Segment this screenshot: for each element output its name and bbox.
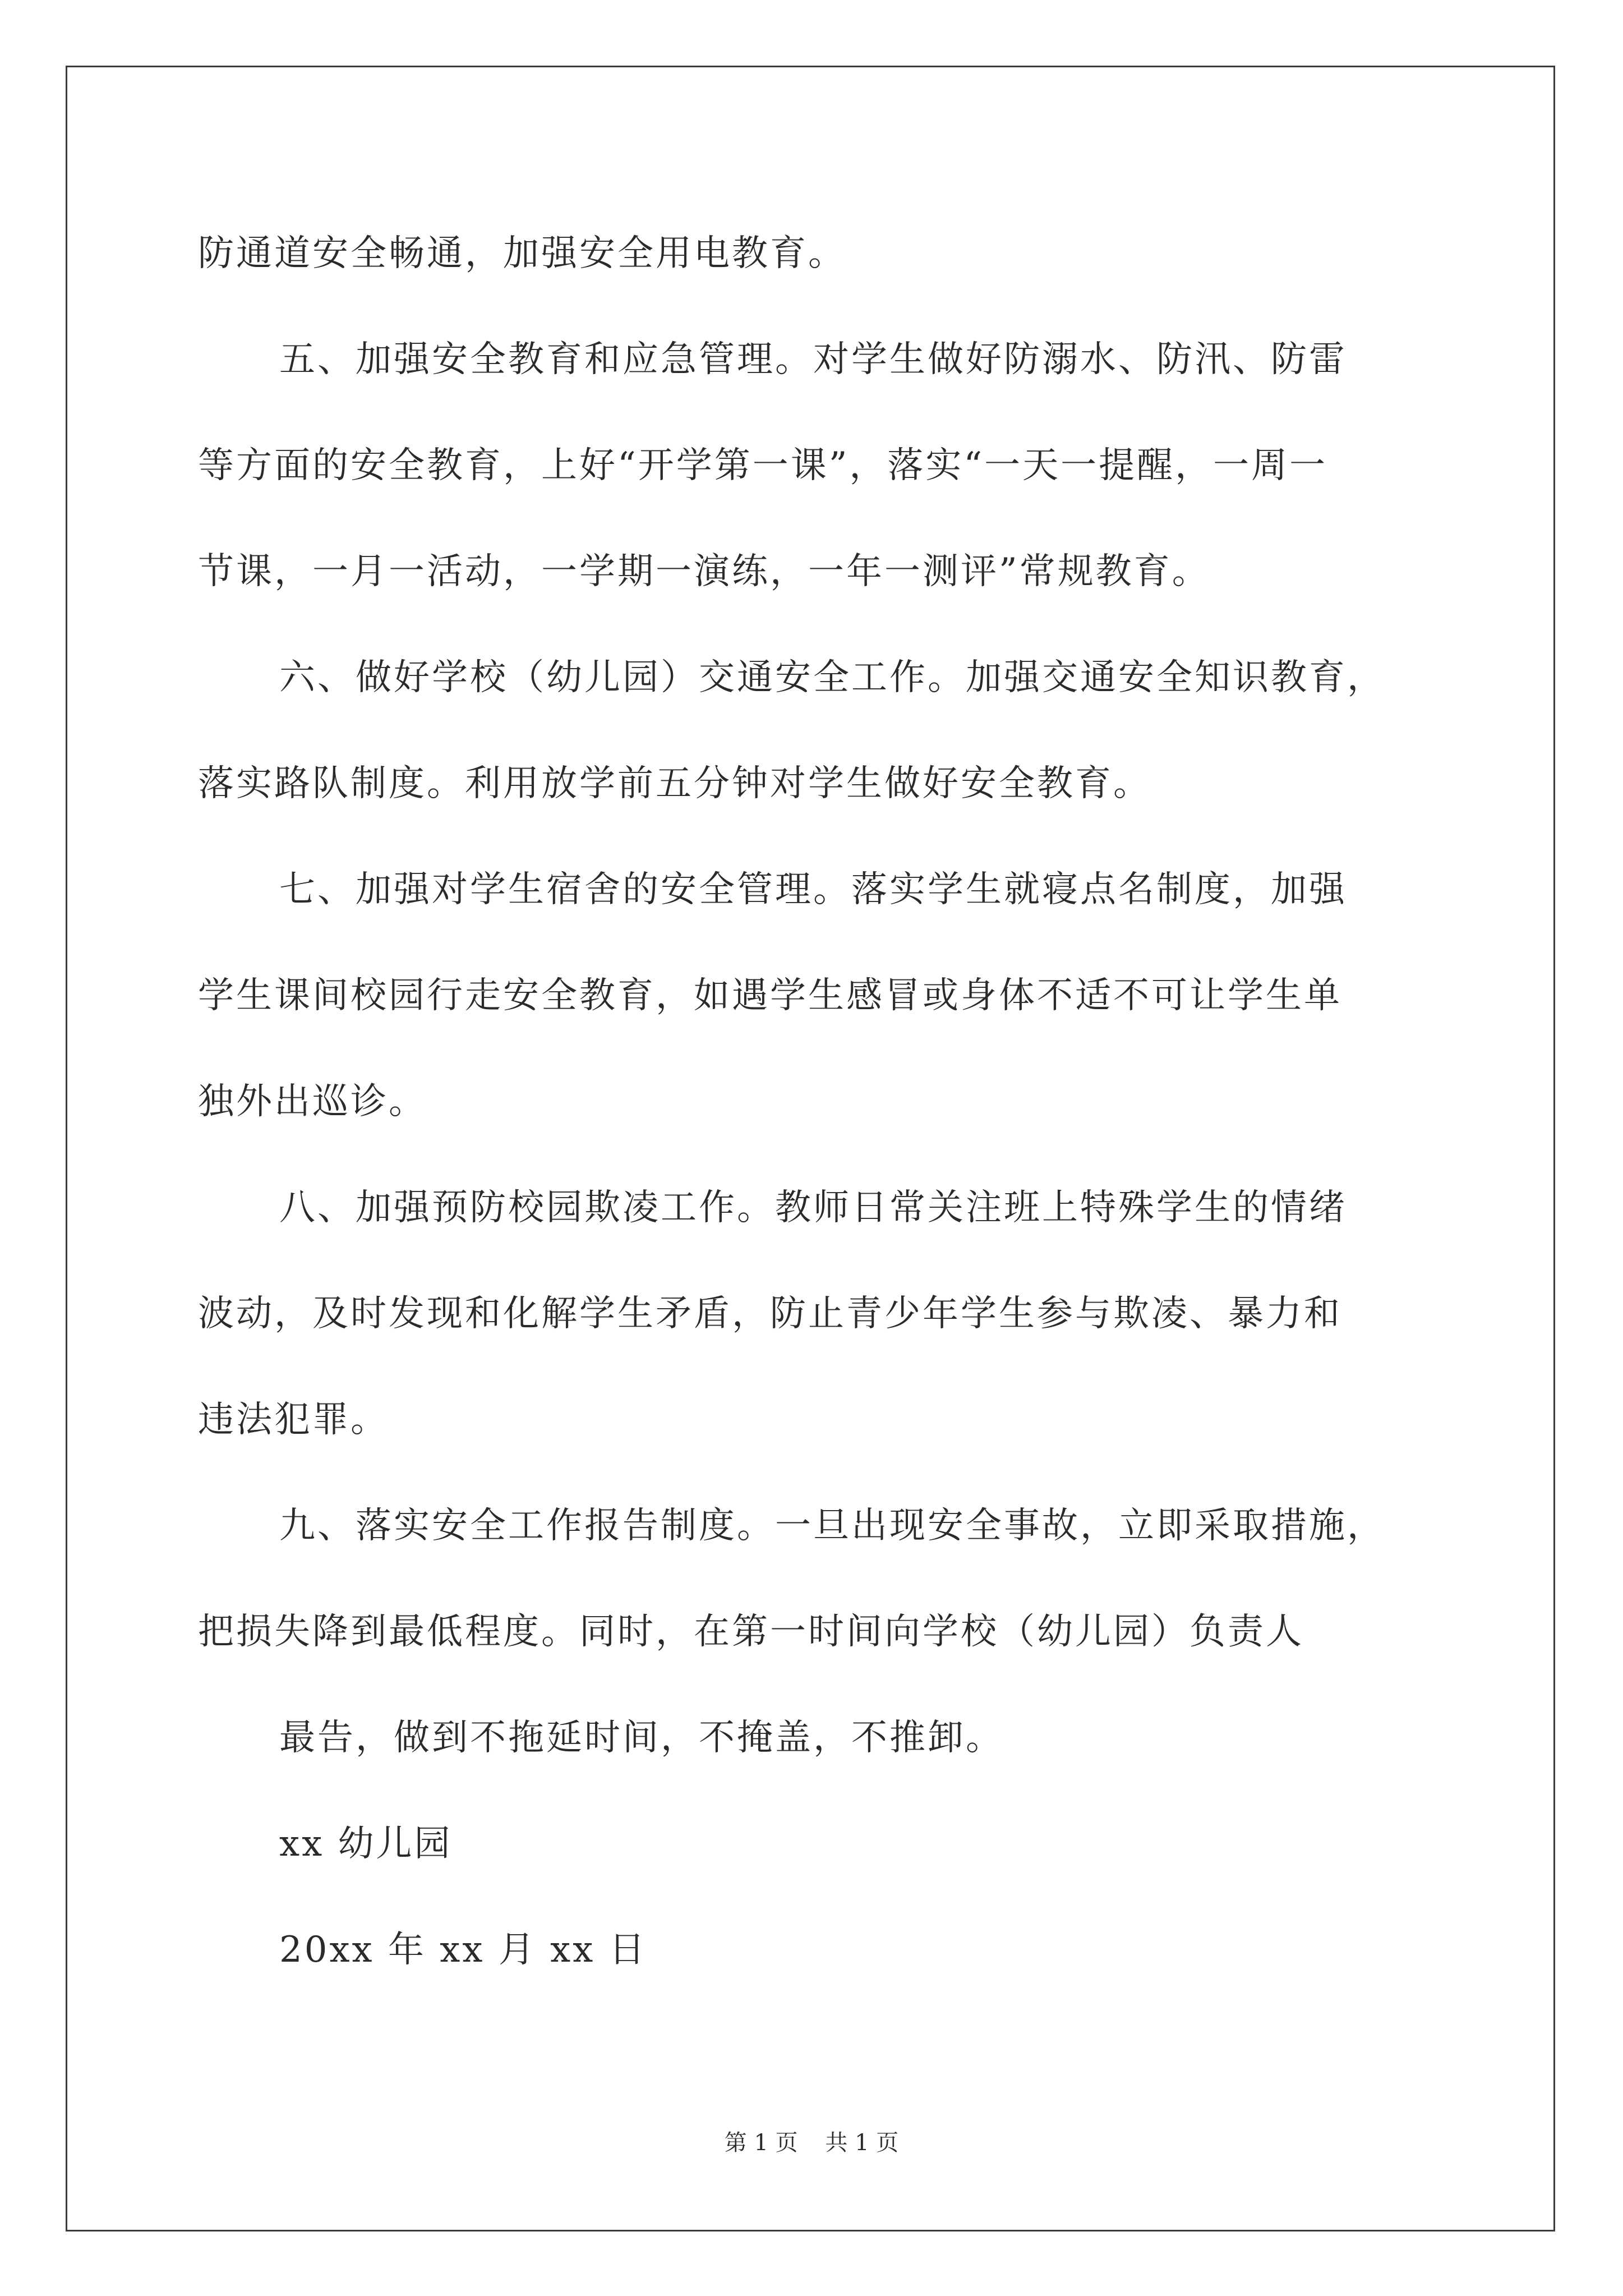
text-line: 五、加强安全教育和应急管理。对学生做好防溺水、防汛、防雷 (279, 339, 1347, 380)
signature-org: xx 幼儿园 (279, 1823, 453, 1865)
text-line: 九、落实安全工作报告制度。一旦出现安全事故，立即采取措施， (279, 1505, 1385, 1547)
page-number: 第 1 页 (724, 2130, 798, 2156)
text-line: 防通道安全畅通，加强安全用电教育。 (198, 233, 846, 274)
text-line: 八、加强预防校园欺凌工作。教师日常关注班上特殊学生的情绪 (279, 1187, 1347, 1228)
page-total: 共 1 页 (825, 2130, 899, 2156)
text-line: 等方面的安全教育，上好“开学第一课”，落实“一天一提醒，一周一 (198, 445, 1328, 486)
text-line: 落实路队制度。利用放学前五分钟对学生做好安全教育。 (198, 763, 1151, 804)
text-line: 波动，及时发现和化解学生矛盾，防止青少年学生参与欺凌、暴力和 (198, 1293, 1342, 1335)
text-line: 节课，一月一活动，一学期一演练，一年一测评”常规教育。 (198, 551, 1210, 592)
signature-date: 20xx 年 xx 月 xx 日 (279, 1929, 647, 1971)
page-border (66, 66, 1555, 2231)
page-footer (0, 2129, 1623, 2157)
text-line: 把损失降到最低程度。同时，在第一时间向学校（幼儿园）负责人 (198, 1611, 1304, 1653)
text-line: 最告，做到不拖延时间，不掩盖，不推卸。 (279, 1717, 1004, 1759)
text-line: 学生课间校园行走安全教育，如遇学生感冒或身体不适不可让学生单 (198, 975, 1342, 1016)
text-line: 违法犯罪。 (198, 1399, 389, 1441)
text-line: 七、加强对学生宿舍的安全管理。落实学生就寝点名制度，加强 (279, 869, 1347, 910)
text-line: 六、做好学校（幼儿园）交通安全工作。加强交通安全知识教育， (279, 657, 1385, 698)
text-line: 独外出巡诊。 (198, 1081, 427, 1122)
